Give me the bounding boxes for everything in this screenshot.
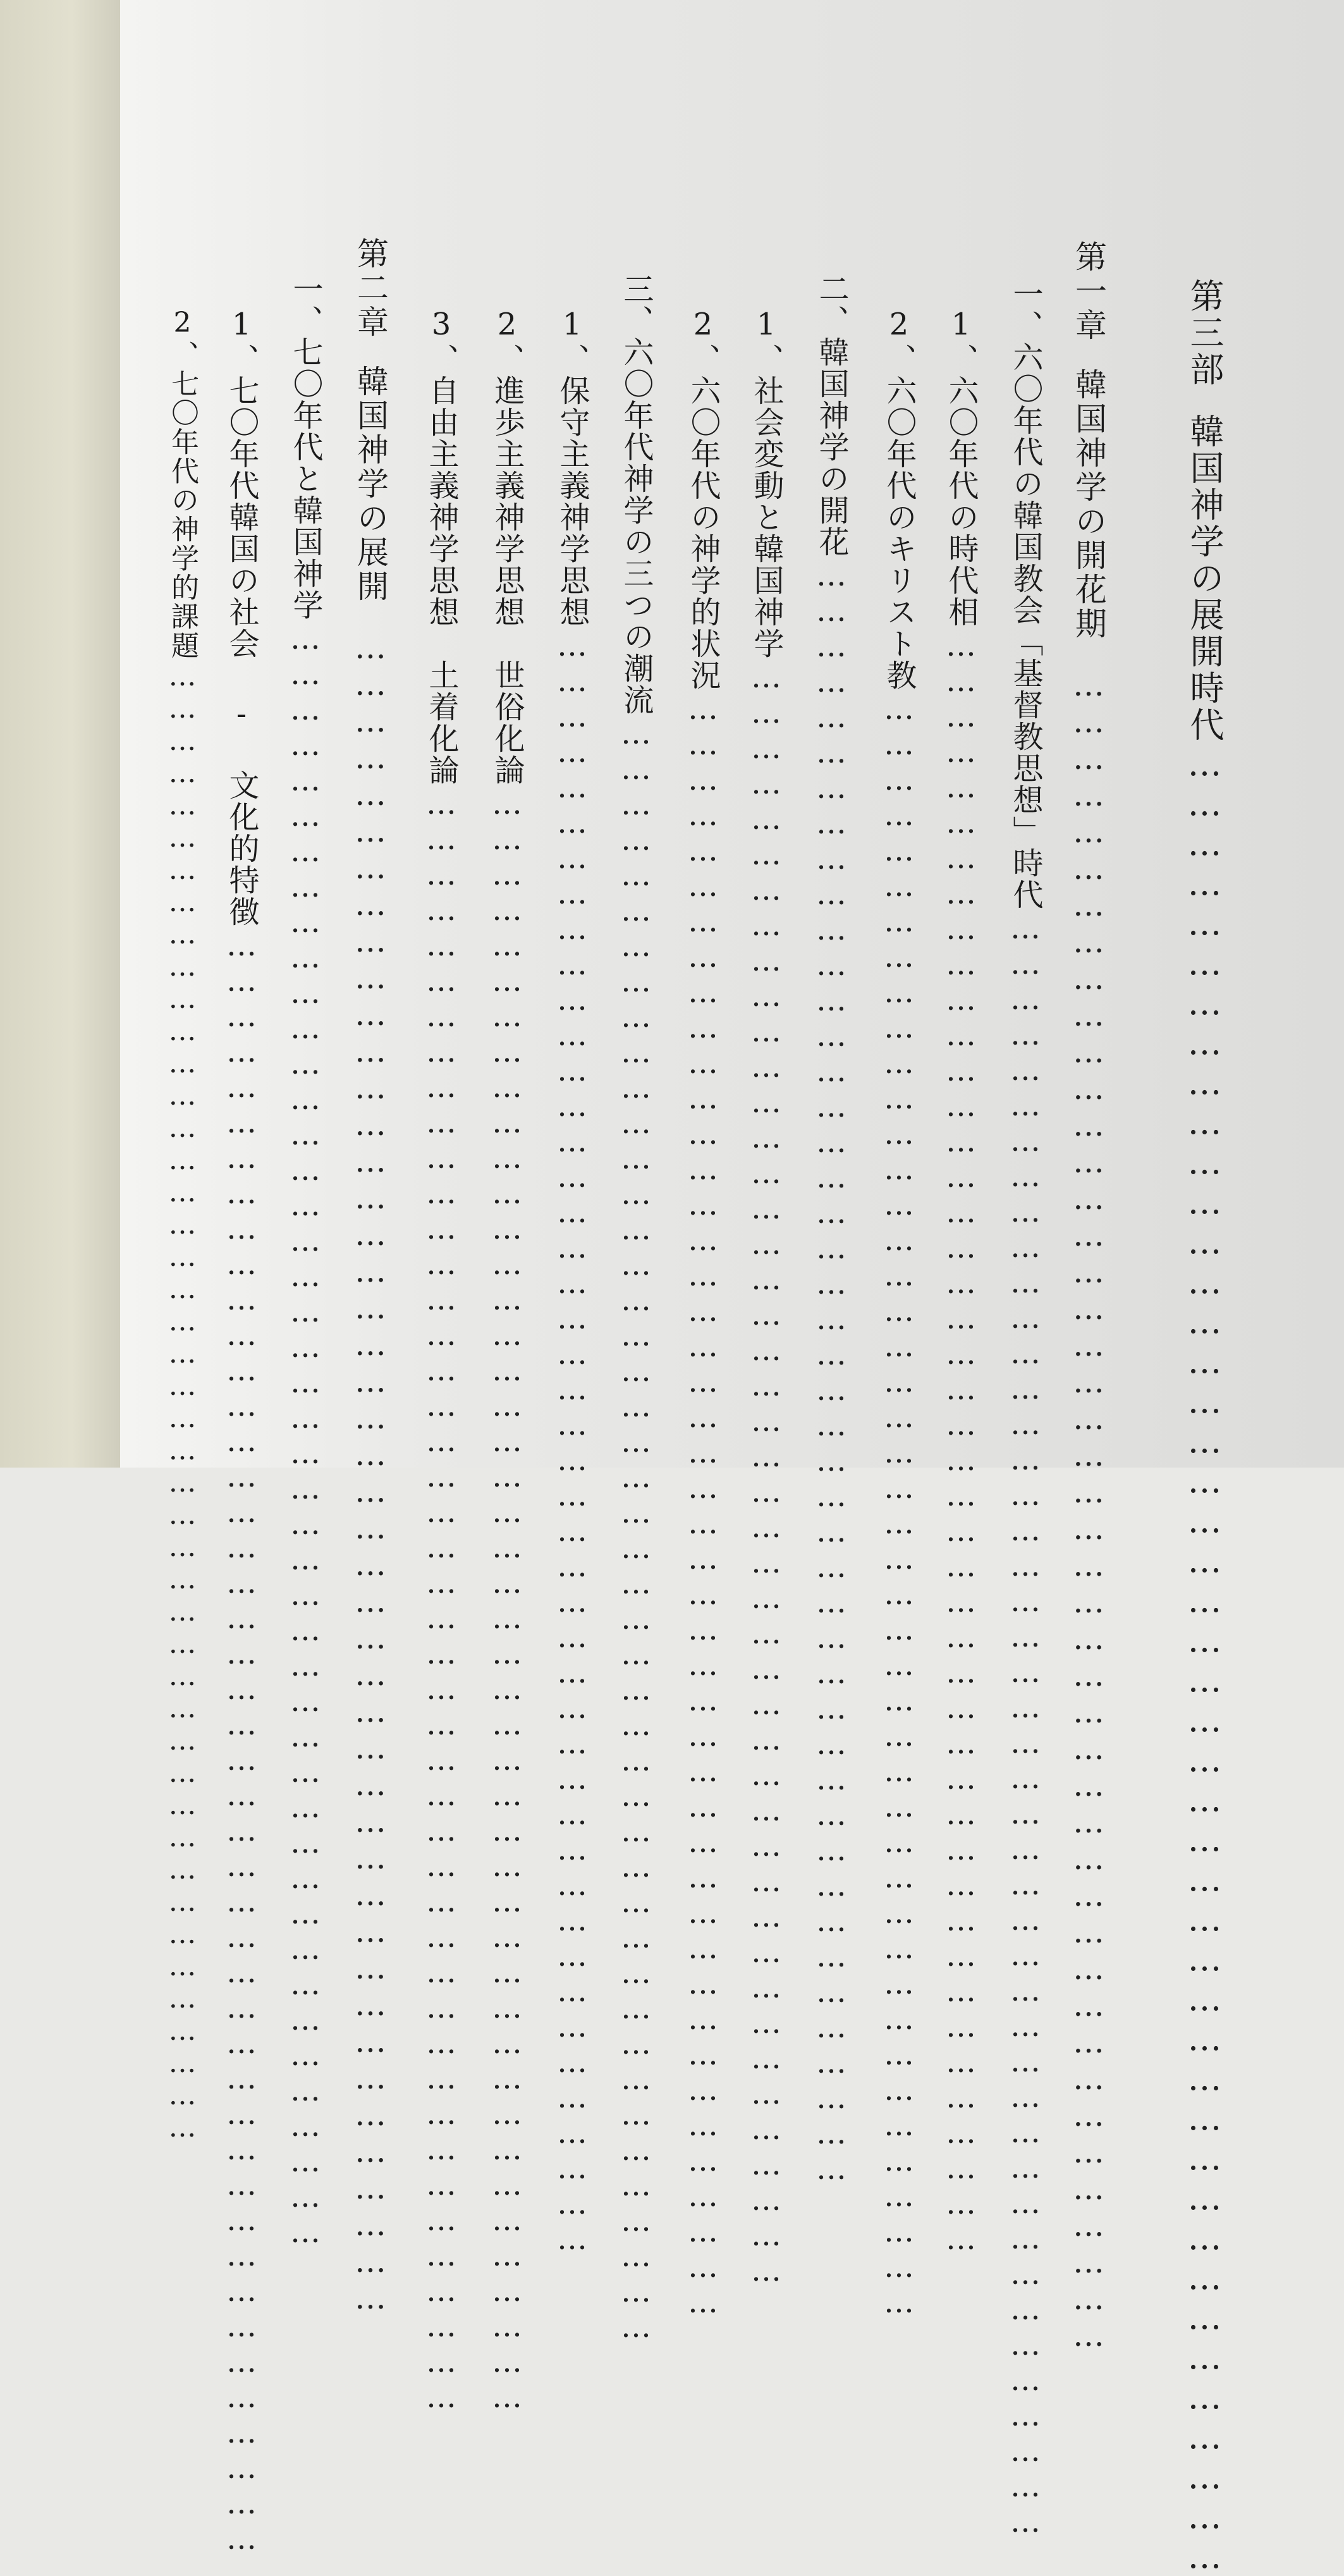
toc-section[interactable] (286, 273, 324, 2250)
toc-subsection[interactable] (163, 307, 201, 2144)
section-number: 一、 (1008, 278, 1043, 341)
subsection-number: 1、 (224, 307, 259, 375)
chapter-title: 韓国神学の展開 (352, 365, 389, 604)
subsection-title: 七〇年代韓国の社会 - 文化的特徴 (224, 375, 259, 928)
subsection-title: 六〇年代の神学的状況 (685, 375, 721, 691)
section-title: 六〇年代の韓国教会「基督教思想」時代 (1008, 341, 1043, 911)
leader-dots: ………………………………………………………………………………………………………………………… (618, 716, 654, 2345)
leader-dots: ………………………………………………………………………………………………………………………… (288, 621, 323, 2250)
toc-section[interactable] (812, 273, 850, 2187)
toc-subsection[interactable] (223, 307, 260, 2556)
section-number: 二、 (814, 273, 849, 336)
section-title: 六〇年代神学の三つの潮流 (618, 336, 654, 716)
subsection-number: 2、 (685, 307, 721, 375)
part-title: 韓国神学の展開時代 (1185, 414, 1225, 744)
subsection-title: 六〇年代の時代相 (943, 375, 979, 628)
subsection-title: 進歩主義神学思想 世俗化論 (489, 375, 525, 786)
toc-subsection[interactable] (942, 307, 980, 2257)
toc-subsection[interactable] (422, 307, 460, 2415)
subsection-title: 社会変動と韓国神学 (748, 375, 784, 659)
subsection-number: 1、 (943, 307, 979, 375)
leader-dots: ………………………………………………………………………………………………………………………… (424, 786, 459, 2415)
section-title: 七〇年代と韓国神学 (288, 336, 323, 621)
toc-subsection[interactable] (684, 307, 722, 2320)
subsection-number: 2、 (881, 307, 917, 375)
toc-section[interactable] (1006, 278, 1044, 2539)
leader-dots: ………………………………………………………………………………………………………………………… (943, 628, 979, 2257)
section-number: 三、 (618, 273, 654, 336)
leader-dots: ………………………………………………………………………………………………………………………… (881, 691, 917, 2320)
leader-dots: ………………………………………………………………………………………………………………………… (748, 659, 784, 2288)
leader-dots: ………………………………………………………………………………………………………………………… (1008, 911, 1043, 2539)
leader-dots: ………………………………………………………………………………………………………………………… (166, 660, 199, 2144)
toc-subsection[interactable] (880, 307, 918, 2320)
leader-dots: ………………………………………………………………………………………………………………………… (352, 629, 389, 2316)
toc-subsection[interactable] (488, 307, 526, 2415)
leader-dots: ………………………………………………………………………………………………………………………… (554, 628, 590, 2257)
leader-dots: ………………………………………………………………………………………………………………………… (1070, 666, 1107, 2353)
subsection-title: 保守主義神学思想 (554, 375, 590, 628)
chapter-title: 韓国神学の開花期 (1070, 368, 1107, 641)
part-number: 第三部 (1185, 278, 1225, 388)
book-gutter (0, 0, 120, 1468)
subsection-title: 自由主義神学思想 土着化論 (424, 375, 459, 786)
leader-dots: ………………………………………………………………………………………………………………………… (489, 786, 525, 2415)
section-number: 一、 (288, 273, 323, 336)
leader-dots: ………………………………………………………………………………………………………………………… (685, 691, 721, 2320)
subsection-number: 2、 (489, 307, 525, 375)
subsection-number: 3、 (424, 307, 459, 375)
leader-dots: ………………………………………………………………………………………………………………………… (224, 928, 259, 2556)
subsection-number: 1、 (748, 307, 784, 375)
subsection-title: 七〇年代の神学的課題 (166, 369, 199, 660)
subsection-number: 1、 (554, 307, 590, 375)
subsection-number: 2、 (166, 307, 199, 369)
toc-part-heading (1183, 278, 1225, 2576)
toc-chapter[interactable] (1070, 240, 1108, 2353)
toc-subsection[interactable] (747, 307, 785, 2288)
section-title: 韓国神学の開花 (814, 336, 849, 558)
chapter-number: 第二章 (352, 237, 389, 340)
toc-subsection[interactable] (553, 307, 591, 2257)
chapter-number: 第一章 (1070, 240, 1107, 343)
leader-dots: ………………………………………………………………………………………………………………………… (1185, 744, 1225, 2576)
subsection-title: 六〇年代のキリスト教 (881, 375, 917, 691)
toc-chapter[interactable] (351, 237, 389, 2316)
toc-section[interactable] (617, 273, 655, 2345)
leader-dots: ………………………………………………………………………………………………………………………… (814, 558, 849, 2187)
